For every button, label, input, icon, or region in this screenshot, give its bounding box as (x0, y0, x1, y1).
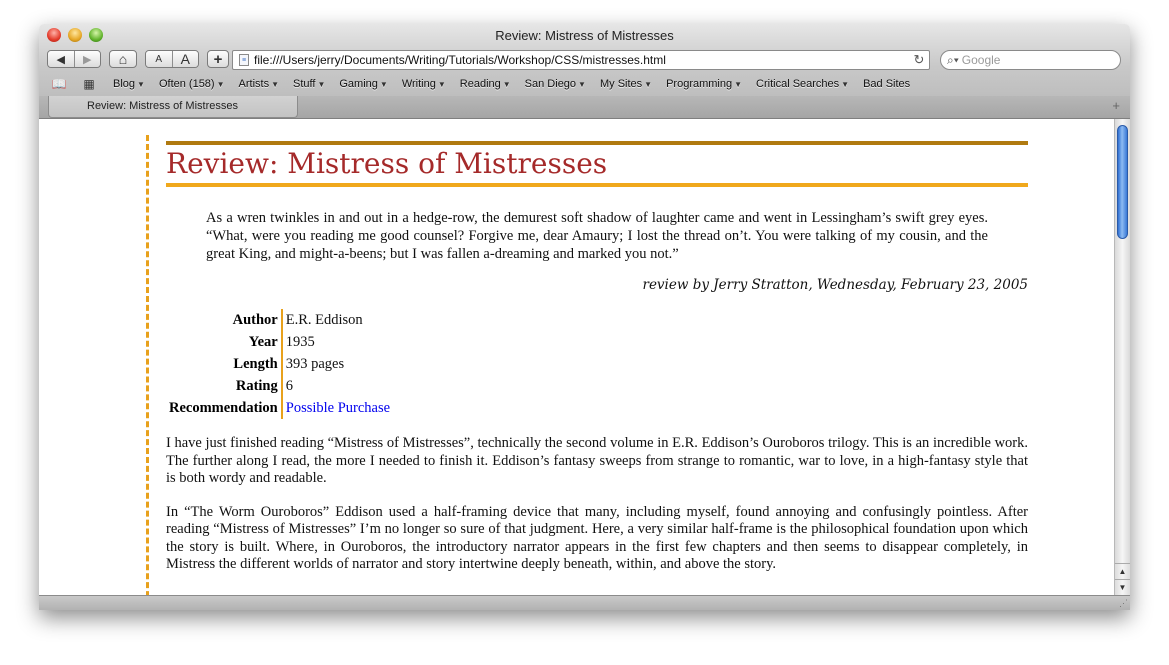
tab-bar (39, 96, 1130, 119)
bookmark-label: Blog (113, 78, 136, 90)
epigraph-quote: As a wren twinkles in and out in a hedge-row, the demurest soft shadow of laughter came and went in Lessingham’s swift grey eyes. “What, were you reading me good counsel? Forgive me, dear Amaury; I lost the thread on’t. You were talking of my cousin, and the great King, and might-a-beens; but I was fallen a-dreaming and marked you not.” (206, 210, 988, 262)
bookmark-label: Critical Searches (756, 78, 840, 90)
chevron-down-icon: ▼ (137, 80, 145, 89)
add-bookmark-button[interactable] (207, 50, 229, 68)
info-value: 393 pages (285, 356, 345, 372)
page-icon: ≡ (239, 54, 249, 66)
bookmark-artists[interactable] (239, 78, 279, 90)
info-value: 1935 (285, 334, 315, 350)
chevron-down-icon: ▼ (379, 80, 388, 89)
info-value: E.R. Eddison (285, 312, 363, 328)
back-button[interactable] (48, 51, 74, 67)
scroll-up-arrow-icon[interactable]: ▲ (1115, 563, 1130, 579)
bookmark-label: Stuff (293, 78, 316, 90)
bookmark-reading[interactable] (460, 78, 511, 90)
forward-button[interactable] (74, 51, 101, 67)
bookmark-bad-sites[interactable] (863, 78, 910, 90)
info-value: 6 (285, 378, 293, 394)
bookmark-label: Artists (238, 78, 270, 90)
bookmarks-book-icon[interactable]: 📖 (51, 77, 67, 91)
info-key: Length (166, 353, 282, 375)
bookmark-programming[interactable] (666, 78, 742, 90)
plus-icon: + (213, 50, 223, 68)
address-url[interactable]: file:///Users/jerry/Documents/Writing/Tutorials/Workshop/CSS/mistresses.html (254, 53, 666, 67)
scroll-down-arrow-icon[interactable]: ▼ (1115, 579, 1130, 595)
search-icon: ⌕▾ (947, 52, 959, 67)
recommendation-link[interactable]: Possible Purchase (285, 400, 391, 416)
search-placeholder: Google (961, 53, 1001, 67)
chevron-down-icon: ▼ (734, 80, 743, 89)
status-bar (39, 595, 1130, 610)
bookmark-label: Writing (401, 78, 436, 90)
back-forward-group (47, 50, 101, 68)
bookmark-my-sites[interactable] (600, 78, 652, 90)
table-row (166, 375, 393, 397)
grid-icon[interactable]: ▦ (83, 77, 95, 91)
text-bigger-label: A (180, 51, 190, 67)
info-key: Rating (166, 375, 282, 397)
bookmark-gaming[interactable] (339, 78, 387, 90)
review-paragraph: I have just finished reading “Mistress of Mistresses”, technically the second volume in E.R. Eddison’s Ouroboros trilogy. This is an incredible work. The further along I read, the more I needed to finish it. Eddison’s fantasy sweeps from strange to romantic, war to love, in a high-fantasy style that is both wordy and readable. (166, 435, 1028, 486)
vertical-scrollbar[interactable] (1114, 119, 1130, 595)
chevron-down-icon: ▼ (841, 80, 850, 89)
chevron-down-icon: ▼ (216, 80, 225, 89)
bookmarks-bar (39, 74, 1130, 94)
bookmark-writing[interactable] (402, 78, 446, 90)
text-bigger-button[interactable] (172, 51, 199, 67)
table-row (166, 331, 393, 353)
address-field[interactable] (232, 50, 930, 70)
info-key: Author (166, 309, 282, 331)
article-body (166, 141, 1028, 574)
bookmark-critical-searches[interactable] (756, 78, 849, 90)
window-title: Review: Mistress of Mistresses (495, 28, 674, 43)
chevron-down-icon: ▼ (317, 80, 326, 89)
forward-arrow-icon: ▶ (83, 53, 92, 66)
info-key: Recommendation (166, 397, 282, 419)
text-size-group (145, 50, 199, 68)
reload-icon[interactable]: ↻ (913, 52, 925, 67)
new-tab-plus-icon[interactable]: + (1112, 98, 1120, 113)
search-field[interactable] (940, 50, 1121, 70)
scroll-thumb[interactable] (1117, 125, 1128, 239)
book-info-table (166, 309, 393, 419)
home-icon: ⌂ (118, 51, 128, 67)
info-value (282, 397, 393, 419)
table-row (166, 309, 393, 331)
bookmark-label: Reading (459, 78, 501, 90)
table-row (166, 397, 393, 419)
bookmark-label: Gaming (339, 78, 378, 90)
bookmark-label: Often (158) (158, 78, 215, 90)
text-smaller-button[interactable] (146, 51, 172, 67)
back-arrow-icon: ◀ (56, 53, 65, 66)
bookmark-blog[interactable] (113, 78, 145, 90)
tab-review[interactable] (48, 96, 298, 118)
text-smaller-label: A (155, 53, 163, 65)
tab-label: Review: Mistress of Mistresses (87, 100, 238, 112)
resize-grip-icon[interactable]: ⋰ (1119, 598, 1128, 608)
info-key: Year (166, 331, 282, 353)
bookmark-label: San Diego (524, 78, 577, 90)
toolbar-area (39, 24, 1130, 97)
page-content (39, 119, 1114, 595)
chevron-down-icon: ▼ (644, 80, 653, 89)
review-paragraph: In “The Worm Ouroboros” Eddison used a half-framing device that many, including myself, found annoying and confusingly pointless. After reading “Mistress of Mistresses” I’m no longer so sure of that judgment. Here, a very similar half-frame is the philosophical foundation upon which the story is built. Where, in Ouroboros, the introductory narrator appears in the first few chapters and then seems to disappear completely, in Mistress the different worlds of narrator and story intertwine deeply beneath, within, and above the story. (166, 503, 1028, 572)
table-row (166, 353, 393, 375)
browser-window (39, 24, 1130, 610)
chevron-down-icon: ▼ (578, 80, 586, 89)
bookmark-label: Bad Sites (863, 78, 911, 90)
bookmark-stuff[interactable] (293, 78, 325, 90)
bookmark-often[interactable] (159, 78, 225, 90)
chevron-down-icon: ▼ (271, 80, 279, 89)
review-byline: review by Jerry Stratton, Wednesday, February 23, 2005 (642, 277, 1028, 293)
chevron-down-icon: ▼ (437, 80, 446, 89)
chevron-down-icon: ▼ (502, 80, 511, 89)
article-column (146, 135, 1029, 595)
bookmark-label: Programming (666, 78, 733, 90)
bookmark-label: My Sites (599, 78, 643, 90)
page-title: Review: Mistress of Mistresses (166, 141, 1028, 187)
home-button[interactable] (109, 50, 137, 68)
bookmark-san-diego[interactable] (525, 78, 586, 90)
